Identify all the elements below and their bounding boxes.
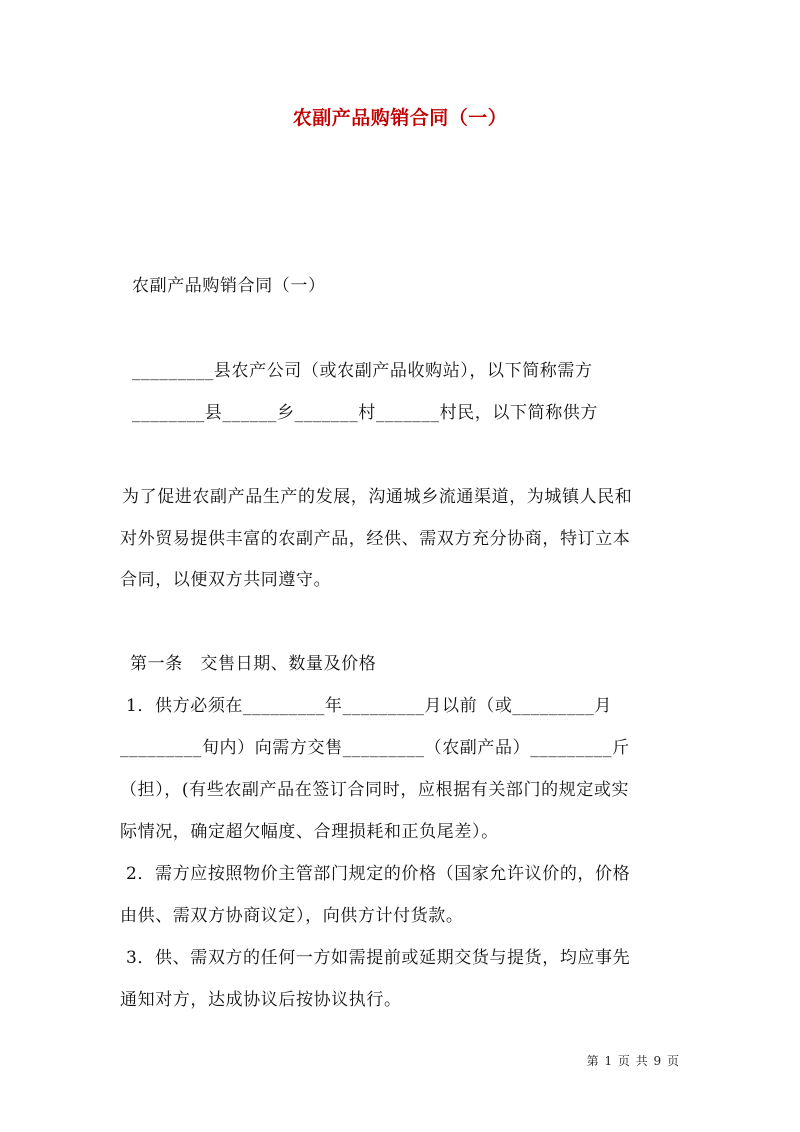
subtitle: 农副产品购销合同（一）	[132, 276, 326, 296]
party-buyer: _________县农产公司（或农副产品收购站），以下简称需方	[132, 361, 593, 381]
clause-line: 2．需方应按照物价主管部门规定的价格（国家允许议价的，价格	[126, 864, 631, 884]
clause-line: 1．供方必须在_________年_________月以前（或_________月	[126, 696, 612, 716]
clause-line: _________旬内）向需方交售_________（农副产品）_________斤	[120, 738, 630, 758]
page-number-footer: 第 1 页 共 9 页	[586, 1054, 680, 1068]
clause-line: （担），(有些农副产品在签订合同时，应根据有关部门的规定或实	[120, 780, 630, 800]
party-seller: ________县______乡_______村_______村民，以下简称供方	[132, 403, 598, 423]
clause-line: 由供、需双方协商议定），向供方计付货款。	[120, 906, 464, 926]
preamble-line: 合同，以便双方共同遵守。	[120, 570, 332, 590]
clause-line: 通知对方，达成协议后按协议执行。	[120, 990, 402, 1010]
preamble-line: 为了促进农副产品生产的发展，沟通城乡流通渠道，为城镇人民和	[122, 487, 633, 507]
article-heading: 第一条 交售日期、数量及价格	[130, 654, 377, 674]
clause-line: 3．供、需双方的任何一方如需提前或延期交货与提货，均应事先	[126, 948, 631, 968]
preamble-line: 对外贸易提供丰富的农副产品，经供、需双方充分协商，特订立本	[120, 529, 631, 549]
document-title: 农副产品购销合同（一）	[292, 107, 508, 129]
clause-line: 际情况，确定超欠幅度、合理损耗和正负尾差）。	[120, 822, 499, 842]
